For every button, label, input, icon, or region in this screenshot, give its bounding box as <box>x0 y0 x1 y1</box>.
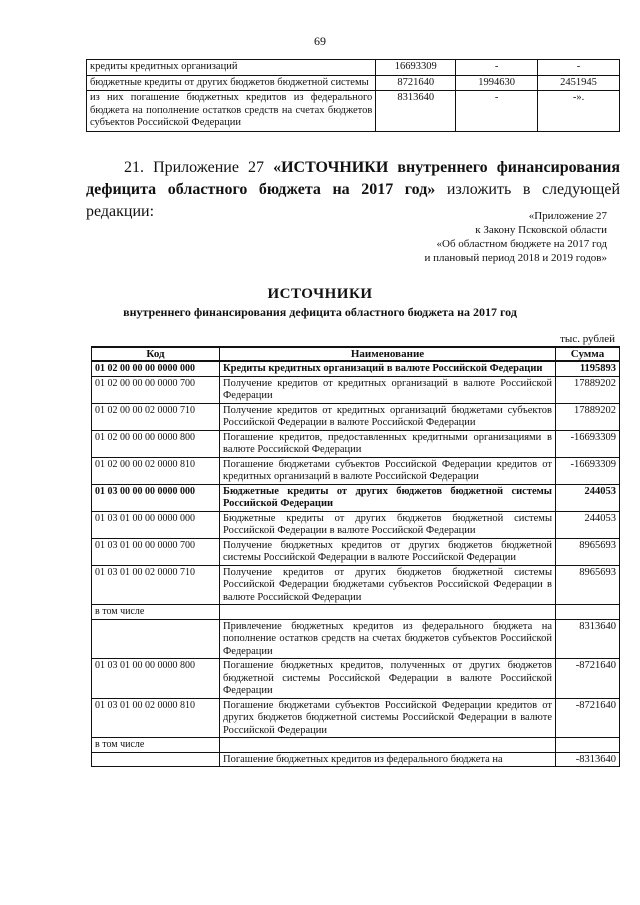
code-cell <box>92 752 220 767</box>
name-cell: Получение кредитов от других бюджетов бюджетной системы Российской Федерации бюджетами субъектов Российской Федерации в валюте Российской Федерации <box>220 565 556 605</box>
table-row <box>92 565 620 605</box>
table-row <box>92 605 620 620</box>
table-row <box>87 60 620 76</box>
name-cell: Погашение бюджетных кредитов из федерального бюджета на <box>220 752 556 767</box>
reference-line: к Закону Псковской области <box>475 224 607 236</box>
table-row <box>92 659 620 699</box>
table-cell: 8721640 <box>376 75 456 91</box>
annex-reference <box>424 209 607 265</box>
name-cell: Погашение бюджетами субъектов Российской Федерации кредитов от других бюджетов бюджетной системы Российской Федерации в валюте Российской Федерации <box>220 698 556 738</box>
table-row <box>92 752 620 767</box>
name-cell <box>220 738 556 753</box>
table-row <box>92 430 620 457</box>
table-cell: 2451945 <box>538 75 620 91</box>
code-cell: в том числе <box>92 738 220 753</box>
sum-cell: -8721640 <box>556 659 620 699</box>
name-cell: Кредиты кредитных организаций в валюте Российской Федерации <box>220 361 556 376</box>
code-cell: 01 02 00 00 00 0000 700 <box>92 376 220 403</box>
paragraph-suffix: изложить в следующей редакции: <box>86 181 621 220</box>
header-code: Код <box>92 347 220 361</box>
table-row <box>92 457 620 484</box>
table-row <box>92 376 620 403</box>
table-cell: кредиты кредитных организаций <box>87 60 376 76</box>
table-row <box>87 75 620 91</box>
reference-line: «Приложение 27 <box>528 210 607 222</box>
table-cell: 1994630 <box>456 75 538 91</box>
table-cell: - <box>538 60 620 76</box>
table-row <box>92 619 620 659</box>
sum-cell: -8721640 <box>556 698 620 738</box>
code-cell: 01 02 00 00 00 0000 000 <box>92 361 220 376</box>
table-header-row <box>92 347 620 361</box>
sum-cell: 8313640 <box>556 619 620 659</box>
code-cell: 01 03 01 00 00 0000 700 <box>92 538 220 565</box>
name-cell: Бюджетные кредиты от других бюджетов бюджетной системы Российской Федерации <box>220 484 556 511</box>
page-number: 69 <box>314 34 326 48</box>
table-row <box>92 484 620 511</box>
table-cell: 8313640 <box>376 91 456 132</box>
document-subtitle: внутреннего финансирования дефицита областного бюджета на 2017 год <box>123 305 517 319</box>
code-cell: 01 02 00 00 02 0000 710 <box>92 403 220 430</box>
table-cell: - <box>456 60 538 76</box>
name-cell: Бюджетные кредиты от других бюджетов бюджетной системы Российской Федерации в валюте Российской Федерации <box>220 511 556 538</box>
header-name: Наименование <box>220 347 556 361</box>
sum-cell: 8965693 <box>556 538 620 565</box>
table-row <box>92 403 620 430</box>
table-row <box>92 698 620 738</box>
sum-cell: 244053 <box>556 511 620 538</box>
code-cell: 01 03 01 00 00 0000 000 <box>92 511 220 538</box>
continued-table <box>86 59 620 132</box>
name-cell: Привлечение бюджетных кредитов из федерального бюджета на пополнение остатков средств на счетах бюджетов субъектов Российской Федерации <box>220 619 556 659</box>
table-row <box>92 511 620 538</box>
reference-line: «Об областном бюджете на 2017 год <box>436 238 607 250</box>
table-cell: 16693309 <box>376 60 456 76</box>
sum-cell: 17889202 <box>556 376 620 403</box>
sum-cell: -16693309 <box>556 457 620 484</box>
sum-cell <box>556 738 620 753</box>
table-cell: бюджетные кредиты от других бюджетов бюджетной системы <box>87 75 376 91</box>
table-row <box>92 361 620 376</box>
reference-line: и плановый период 2018 и 2019 годов» <box>424 252 607 264</box>
unit-label: тыс. рублей <box>560 333 615 345</box>
document-title: ИСТОЧНИКИ <box>267 286 373 302</box>
table-cell: -». <box>538 91 620 132</box>
code-cell: 01 02 00 00 02 0000 810 <box>92 457 220 484</box>
name-cell: Получение кредитов от кредитных организаций бюджетами субъектов Российской Федерации в валюте Российской Федерации <box>220 403 556 430</box>
sum-cell: 17889202 <box>556 403 620 430</box>
table-cell: из них погашение бюджетных кредитов из федерального бюджета на пополнение остатков средств на счетах бюджетов субъектов Российской Федерации <box>87 91 376 132</box>
code-cell <box>92 619 220 659</box>
code-cell: 01 03 01 00 02 0000 710 <box>92 565 220 605</box>
code-cell: 01 03 01 00 02 0000 810 <box>92 698 220 738</box>
name-cell: Погашение бюджетных кредитов, полученных от других бюджетов бюджетной системы Российской Федерации в валюте Российской Федерации <box>220 659 556 699</box>
code-cell: 01 03 00 00 00 0000 000 <box>92 484 220 511</box>
sources-table <box>91 346 620 767</box>
header-sum: Сумма <box>556 347 620 361</box>
sum-cell: 1195893 <box>556 361 620 376</box>
sum-cell <box>556 605 620 620</box>
code-cell: 01 03 01 00 00 0000 800 <box>92 659 220 699</box>
table-row <box>87 91 620 132</box>
table-row <box>92 538 620 565</box>
sum-cell: 8965693 <box>556 565 620 605</box>
sum-cell: 244053 <box>556 484 620 511</box>
table-row <box>92 738 620 753</box>
sum-cell: -16693309 <box>556 430 620 457</box>
name-cell: Получение кредитов от кредитных организаций в валюте Российской Федерации <box>220 376 556 403</box>
name-cell <box>220 605 556 620</box>
paragraph-bold: «ИСТОЧНИКИ внутреннего финансирования дефицита областного бюджета на 2017 год» <box>86 159 620 198</box>
table-cell: - <box>456 91 538 132</box>
name-cell: Получение бюджетных кредитов от других бюджетов бюджетной системы Российской Федерации в валюте Российской Федерации <box>220 538 556 565</box>
code-cell: 01 02 00 00 00 0000 800 <box>92 430 220 457</box>
name-cell: Погашение кредитов, предоставленных кредитными организациями в валюте Российской Федерации <box>220 430 556 457</box>
paragraph-prefix: 21. Приложение 27 <box>124 159 274 176</box>
sum-cell: -8313640 <box>556 752 620 767</box>
code-cell: в том числе <box>92 605 220 620</box>
name-cell: Погашение бюджетами субъектов Российской Федерации кредитов от кредитных организаций в валюте Российской Федерации <box>220 457 556 484</box>
